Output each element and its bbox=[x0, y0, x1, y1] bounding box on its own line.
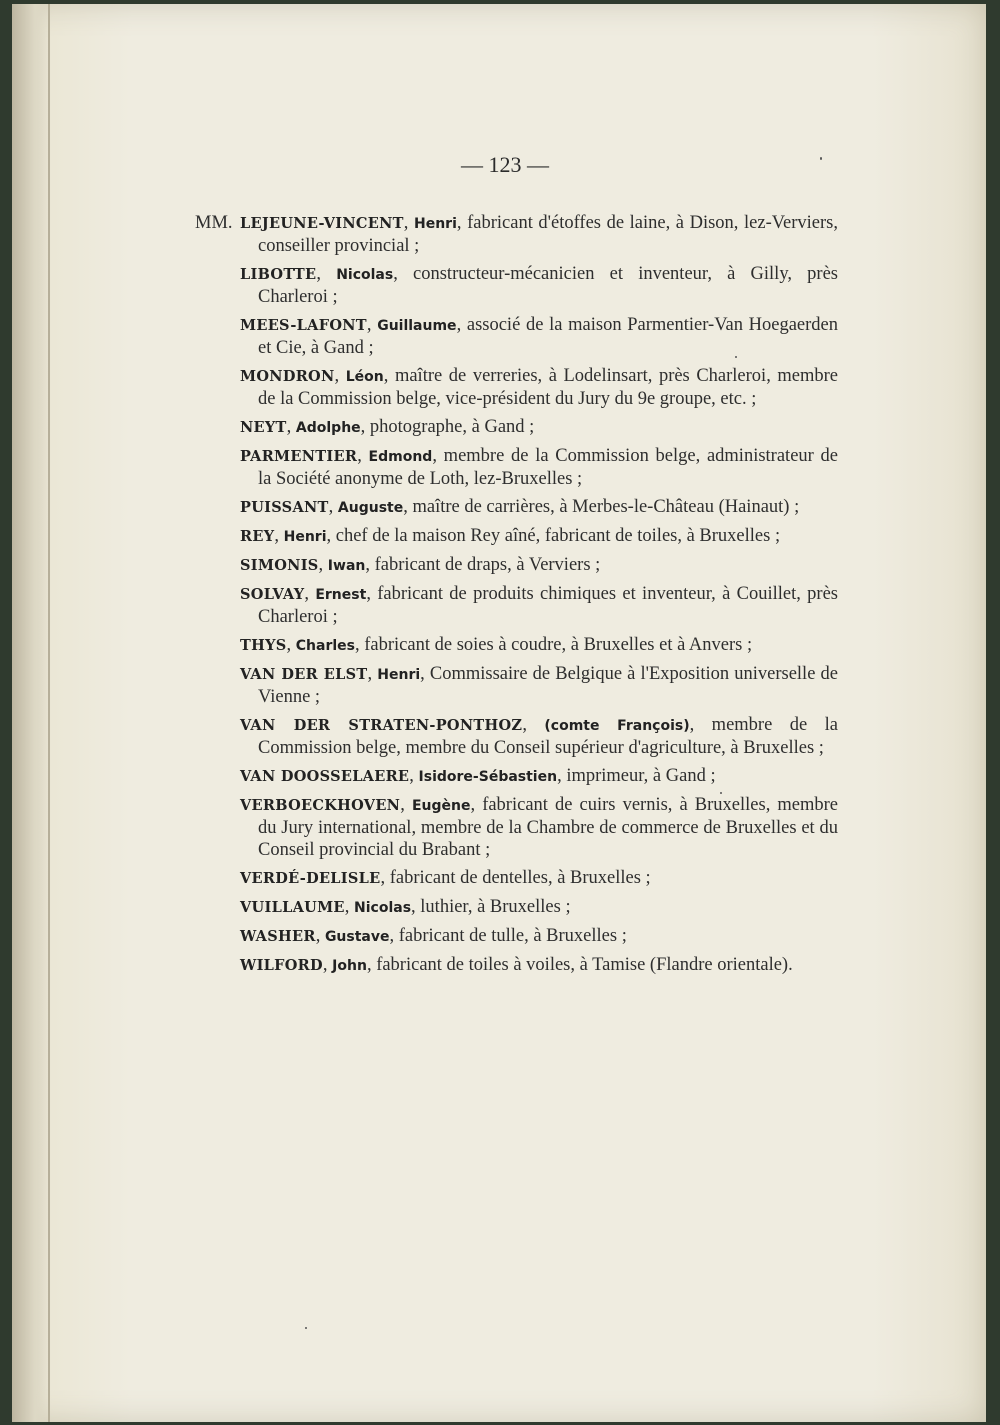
entry-description: , constructeur-mécanicien et inventeur, à Gilly, près Charleroi ; bbox=[258, 264, 839, 307]
entry-given-name: Eugène bbox=[411, 798, 471, 814]
entry-given-name: John bbox=[332, 958, 367, 974]
entry-surname: VERDÉ-DELISLE bbox=[240, 870, 381, 887]
entry-description: , maître de carrières, à Merbes-le-Château (Hainaut) ; bbox=[403, 497, 800, 517]
entry-description: , luthier, à Bruxelles ; bbox=[411, 897, 571, 917]
paper-speck bbox=[820, 157, 822, 160]
entry-surname: LIBOTTE bbox=[240, 266, 317, 283]
entry-description: , associé de la maison Parmentier-Van Hoegaerden et Cie, à Gand ; bbox=[258, 315, 839, 358]
list-item bbox=[240, 867, 838, 890]
entry-surname: VAN DER STRATEN-PONTHOZ bbox=[240, 717, 523, 734]
list-item: VAN DER ELST, Henri, Commissaire de Belgique à l'Exposition universelle de Vienne ; bbox=[240, 664, 838, 707]
entry-description: , fabricant de soies à coudre, à Bruxelles et à Anvers ; bbox=[355, 635, 753, 655]
entry-given-name: Henri bbox=[283, 529, 327, 545]
entry-given-name: (comte François) bbox=[544, 718, 690, 734]
page-fold-line bbox=[48, 4, 50, 1422]
entry-container bbox=[240, 212, 838, 977]
entry-surname: LEJEUNE-VINCENT bbox=[240, 215, 404, 232]
entry-surname: SOLVAY bbox=[240, 586, 305, 603]
entry-surname: THYS bbox=[240, 637, 287, 654]
entry-description: , chef de la maison Rey aîné, fabricant de toiles, à Bruxelles ; bbox=[326, 526, 781, 546]
member-list bbox=[195, 212, 839, 983]
list-item: VUILLAUME, Nicolas, luthier, à Bruxelles ; bbox=[240, 897, 571, 917]
entry-surname: PUISSANT bbox=[240, 499, 329, 516]
entry-given-name: Edmond bbox=[368, 449, 433, 465]
entry-surname: PARMENTIER bbox=[240, 448, 358, 465]
entry-description: , fabricant d'étoffes de laine, à Dison, lez-Verviers, conseiller provincial ; bbox=[258, 213, 838, 256]
entry-surname: VAN DOOSSELAERE bbox=[240, 768, 410, 785]
entry-description: , fabricant de draps, à Verviers ; bbox=[365, 555, 601, 575]
list-prefix: MM. bbox=[195, 213, 233, 233]
entry-given-name: Nicolas bbox=[354, 900, 412, 916]
entry-surname: VERBOECKHOVEN bbox=[240, 797, 401, 814]
entry-given-name: Auguste bbox=[337, 500, 404, 516]
entry-surname: VAN DER ELST bbox=[240, 666, 368, 683]
entry-description: , fabricant de dentelles, à Bruxelles ; bbox=[380, 868, 651, 888]
entry-given-name: Henri bbox=[377, 667, 421, 683]
entry-given-name: Ernest bbox=[315, 587, 367, 603]
entry-description: , fabricant de tulle, à Bruxelles ; bbox=[389, 926, 627, 946]
entry-surname: MEES-LAFONT bbox=[240, 317, 367, 334]
list-item: PUISSANT, Auguste, maître de carrières, à Merbes-le-Château (Hainaut) ; bbox=[240, 497, 800, 517]
list-item: NEYT, Adolphe, photographe, à Gand ; bbox=[240, 417, 535, 437]
entry-surname: MONDRON bbox=[240, 368, 335, 385]
list-item: SIMONIS, Iwan, fabricant de draps, à Verviers ; bbox=[240, 555, 601, 575]
entry-surname: WASHER bbox=[240, 928, 316, 945]
entry-description: , fabricant de produits chimiques et inventeur, à Couillet, près Charleroi ; bbox=[258, 584, 839, 627]
entry-surname: VUILLAUME bbox=[240, 899, 345, 916]
entry-description: , membre de la Commission belge, membre du Conseil supérieur d'agriculture, à Bruxelles ; bbox=[258, 715, 838, 758]
entry-description: , maître de verreries, à Lodelinsart, près Charleroi, membre de la Commission belge, vice-président du Jury du 9e groupe, etc. ; bbox=[258, 366, 839, 409]
list-item: VAN DER STRATEN-PONTHOZ, (comte François), membre de la Commission belge, membre du Conseil supérieur d'agriculture, à Bruxelles ; bbox=[240, 715, 838, 758]
list-item: LIBOTTE, Nicolas, constructeur-mécanicien et inventeur, à Gilly, près Charleroi ; bbox=[240, 264, 839, 307]
entry-given-name: Isidore-Sébastien bbox=[418, 769, 558, 785]
paper-speck bbox=[720, 792, 722, 794]
entry-description: , fabricant de cuirs vernis, à Bruxelles, membre du Jury international, membre de la Chambre de commerce de Bruxelles et du Conseil provincial du Brabant ; bbox=[258, 795, 839, 860]
entry-given-name: Adolphe bbox=[295, 420, 361, 436]
entry-description: , membre de la Commission belge, administrateur de la Société anonyme de Loth, lez-Bruxelles ; bbox=[258, 446, 839, 489]
list-item: MEES-LAFONT, Guillaume, associé de la maison Parmentier-Van Hoegaerden et Cie, à Gand ; bbox=[240, 315, 839, 358]
list-item: LEJEUNE-VINCENT, Henri, fabricant d'étoffes de laine, à Dison, lez-Verviers, conseiller provincial ; bbox=[240, 213, 838, 256]
entry-description: , fabricant de toiles à voiles, à Tamise (Flandre orientale). bbox=[366, 955, 793, 975]
paper-speck bbox=[305, 1327, 307, 1329]
entry-surname: REY bbox=[240, 528, 275, 545]
entry-given-name: Henri bbox=[414, 216, 457, 232]
entry-description: , photographe, à Gand ; bbox=[360, 417, 535, 437]
page-gutter bbox=[12, 4, 50, 1422]
entry-given-name: Charles bbox=[295, 638, 355, 654]
list-item: SOLVAY, Ernest, fabricant de produits chimiques et inventeur, à Couillet, près Charleroi ; bbox=[240, 584, 839, 627]
list-item: PARMENTIER, Edmond, membre de la Commission belge, administrateur de la Société anonyme de Loth, lez-Bruxelles ; bbox=[240, 446, 839, 489]
list-item: WASHER, Gustave, fabricant de tulle, à Bruxelles ; bbox=[240, 926, 627, 946]
entry-given-name: Léon bbox=[345, 369, 384, 385]
list-item: WILFORD, John, fabricant de toiles à voiles, à Tamise (Flandre orientale). bbox=[240, 955, 793, 975]
entry-surname: WILFORD bbox=[240, 957, 323, 974]
entry-description: , imprimeur, à Gand ; bbox=[557, 766, 716, 786]
paper-speck bbox=[735, 356, 737, 358]
list-item: REY, Henri, chef de la maison Rey aîné, fabricant de toiles, à Bruxelles ; bbox=[240, 526, 781, 546]
list-item: VAN DOOSSELAERE, Isidore-Sébastien, imprimeur, à Gand ; bbox=[240, 766, 716, 786]
list-item: VERBOECKHOVEN, Eugène, fabricant de cuirs vernis, à Bruxelles, membre du Jury international, membre de la Chambre de commerce de Bruxelles et du Conseil provincial du Brabant ; bbox=[240, 795, 839, 860]
list-item: THYS, Charles, fabricant de soies à coudre, à Bruxelles et à Anvers ; bbox=[240, 635, 753, 655]
entry-description: , Commissaire de Belgique à l'Exposition universelle de Vienne ; bbox=[258, 664, 838, 707]
entry-given-name: Guillaume bbox=[377, 318, 457, 334]
page-number: — 123 — bbox=[461, 152, 549, 177]
entry-given-name: Gustave bbox=[324, 929, 390, 945]
list-item: MONDRON, Léon, maître de verreries, à Lodelinsart, près Charleroi, membre de la Commission belge, vice-président du Jury du 9e groupe, etc. ; bbox=[240, 366, 839, 409]
entry-given-name: Iwan bbox=[327, 558, 366, 574]
entry-given-name: Nicolas bbox=[336, 267, 394, 283]
entry-surname: NEYT bbox=[240, 419, 287, 436]
entry-surname: SIMONIS bbox=[240, 557, 319, 574]
